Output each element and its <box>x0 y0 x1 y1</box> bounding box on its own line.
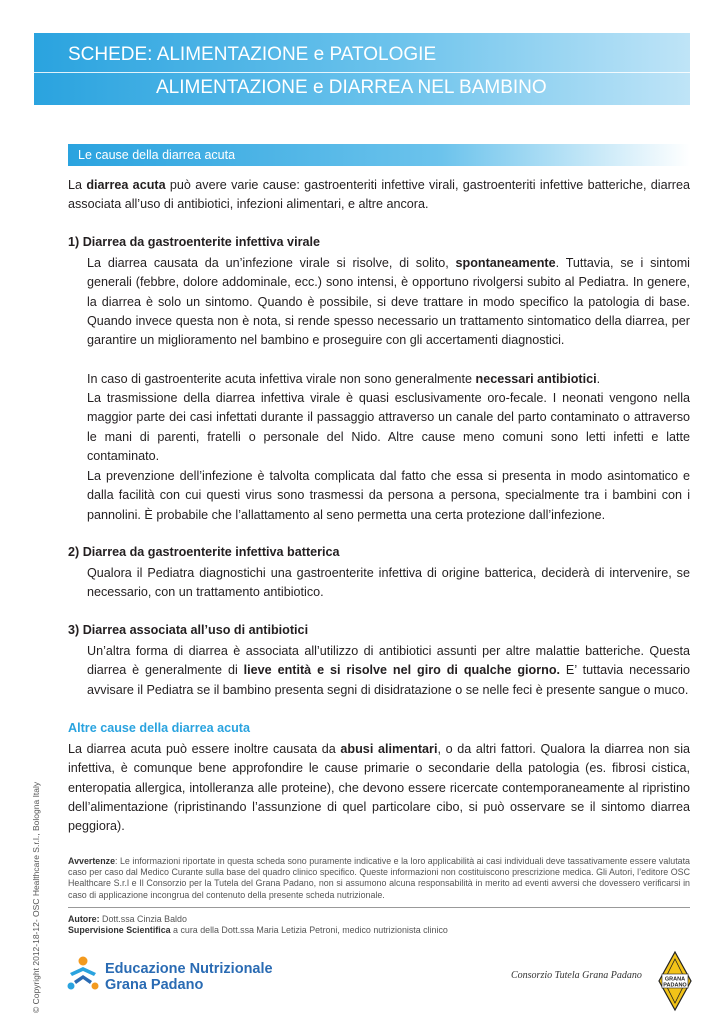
seal-text-2: PADANO <box>663 982 687 989</box>
logo-line-1: Educazione Nutrizionale <box>105 961 273 977</box>
disclaimer-label: Avvertenze <box>68 856 116 866</box>
disclaimer-text: : Le informazioni riportate in questa scheda sono puramente indicative e la loro applicabilità ai casi individuali deve tassativamente essere valutata caso per caso dal Medico Curante sulla base del quadro clinico specifico. Queste informazioni non costituiscono prescrizione medica. Gli Autori, l’editore OSC Healthcare S.r.l e Il Consorzio per la Tutela del Grana Padano, non si assumono alcuna responsabilità in merito ad eventi avversi che dovessero verificarsi in caso di applicazione incongrua del contenuto della presente scheda nutrizionale. <box>68 856 690 900</box>
heading-bacterial: 2) Diarrea da gastroenterite infettiva batterica <box>68 545 340 559</box>
author-info <box>68 914 690 936</box>
author-line <box>68 914 690 925</box>
viral-text-1a: La diarrea causata da un’infezione virale si risolve, di solito, <box>87 256 456 270</box>
intro-paragraph <box>68 176 690 215</box>
viral-text-2a: In caso di gastroenterite acuta infettiva virale non sono generalmente <box>87 372 476 386</box>
copyright-vertical: © Copyright 2012-18-12- OSC Healthcare S.r.l., Bologna Italy <box>31 781 41 1013</box>
section-bar <box>68 144 690 166</box>
disclaimer-divider <box>68 907 690 908</box>
other-bold: abusi alimentari <box>340 742 438 756</box>
antibiotic-text-1c: E’ tuttavia necessario avvisare il Pediatra se il bambino presenta segni di disidratazione o se nelle feci è presente sangue o muco. <box>87 663 690 697</box>
logo-line-2: Grana Padano <box>105 977 204 993</box>
disclaimer <box>68 856 690 901</box>
header-subtitle: ALIMENTAZIONE e DIARREA NEL BAMBINO <box>156 77 547 98</box>
antibiotic-bold: lieve entità e si risolve nel giro di qualche giorno. <box>243 663 561 678</box>
other-text-1c: , o da altri fattori. Qualora la diarrea non sia infettiva, è comunque bene approfondire le cause primarie o secondarie della patologia (es. fibrosi cistica, enteropatia allergica, intolleranza alle proteine), che devono essere ricercate contemporaneamente al ripristino dell’alimentazione (ripristinando l’assunzione di quel particolare cibo, si può osservare se il sintomo diarrea peggiora). <box>68 742 690 834</box>
heading-antibiotic: 3) Diarrea associata all’uso di antibiotici <box>68 623 309 637</box>
intro-text-1: La <box>68 178 87 192</box>
section-bar-title: Le cause della diarrea acuta <box>78 148 236 162</box>
grana-padano-seal-icon <box>657 950 693 1012</box>
bacterial-paragraph: Qualora il Pediatra diagnostichi una gastroenterite infettiva di origine batterica, deciderà di intervenire, se necessario, con un trattamento antibiotico. <box>87 566 690 600</box>
intro-text-2: può avere varie cause: gastroenteriti infettive virali, gastroenteriti infettive batteriche, diarrea associata all’uso di antibiotici, infezioni alimentari, e altre ancora. <box>68 178 690 212</box>
viral-bold-1: spontaneamente <box>455 256 556 270</box>
consorzio-signature: Consorzio Tutela Grana Padano <box>511 970 642 981</box>
antibiotic-text-1a: Un’altra forma di diarrea è associata all’utilizzo di antibiotici assunti per altre malattie batteriche. Questa diarrea è generalmente di <box>87 644 690 678</box>
header-title: SCHEDE: ALIMENTAZIONE e PATOLOGIE <box>68 44 437 65</box>
viral-bold-2: necessari antibiotici <box>475 372 597 386</box>
header-divider <box>34 72 690 73</box>
heading-other-causes: Altre cause della diarrea acuta <box>68 721 251 735</box>
supervision-text: a cura della Dott.ssa Maria Letizia Petroni, medico nutrizionista clinico <box>170 925 448 936</box>
nutrition-logo-text <box>105 961 273 993</box>
author-label: Autore: <box>68 914 100 924</box>
other-causes-paragraph <box>68 740 690 836</box>
intro-bold: diarrea acuta <box>86 178 166 192</box>
viral-paragraph-4: La prevenzione dell’infezione è talvolta complicata dal fatto che essa si presenta in modo asintomatico e dalla facilità con cui questi virus sono trasmessi da persona a persona, specialmente tra i bambini con i pannolini. È probabile che l’allattamento al seno permetta una certa protezione dall’infezione. <box>87 469 690 522</box>
viral-paragraph-1 <box>87 254 690 350</box>
author-name: Dott.ssa Cinzia Baldo <box>99 914 187 924</box>
antibiotic-paragraph <box>87 642 690 700</box>
heading-viral: 1) Diarrea da gastroenterite infettiva virale <box>68 235 320 249</box>
viral-paragraph-2 <box>87 370 690 389</box>
seal-text-1: GRANA <box>664 976 686 983</box>
viral-text-1c: . Tuttavia, se i sintomi generali (febbre, dolore addominale, ecc.) sono intensi, è opportuno rivolgersi subito al Pediatra. In genere, la diarrea è solo un sintomo. Quando è possibile, si deve trattare in modo specifico la patologia di base. Quando invece questa non è nota, si rende spesso necessario un trattamento sintomatico della diarrea, per garantire un miglioramento nel bambino e proseguire con gli accertamenti diagnostici. <box>87 256 690 348</box>
viral-text-2c: . <box>596 372 601 386</box>
supervision-line <box>68 925 690 936</box>
supervision-label: Supervisione Scientifica <box>68 925 171 936</box>
page-header <box>34 33 690 105</box>
other-text-1a: La diarrea acuta può essere inoltre causata da <box>68 742 341 756</box>
viral-paragraph-3: La trasmissione della diarrea infettiva virale è quasi esclusivamente oro-fecale. I neonati vengono nella maggior parte dei casi infettati durante il passaggio attraverso un canale del parto contaminato o attraverso le mani di parenti, fratelli o personale del Nido. Altre cause meno comuni sono letti infetti e latte contaminato. <box>87 391 690 463</box>
nutrition-logo-icon <box>66 955 100 991</box>
